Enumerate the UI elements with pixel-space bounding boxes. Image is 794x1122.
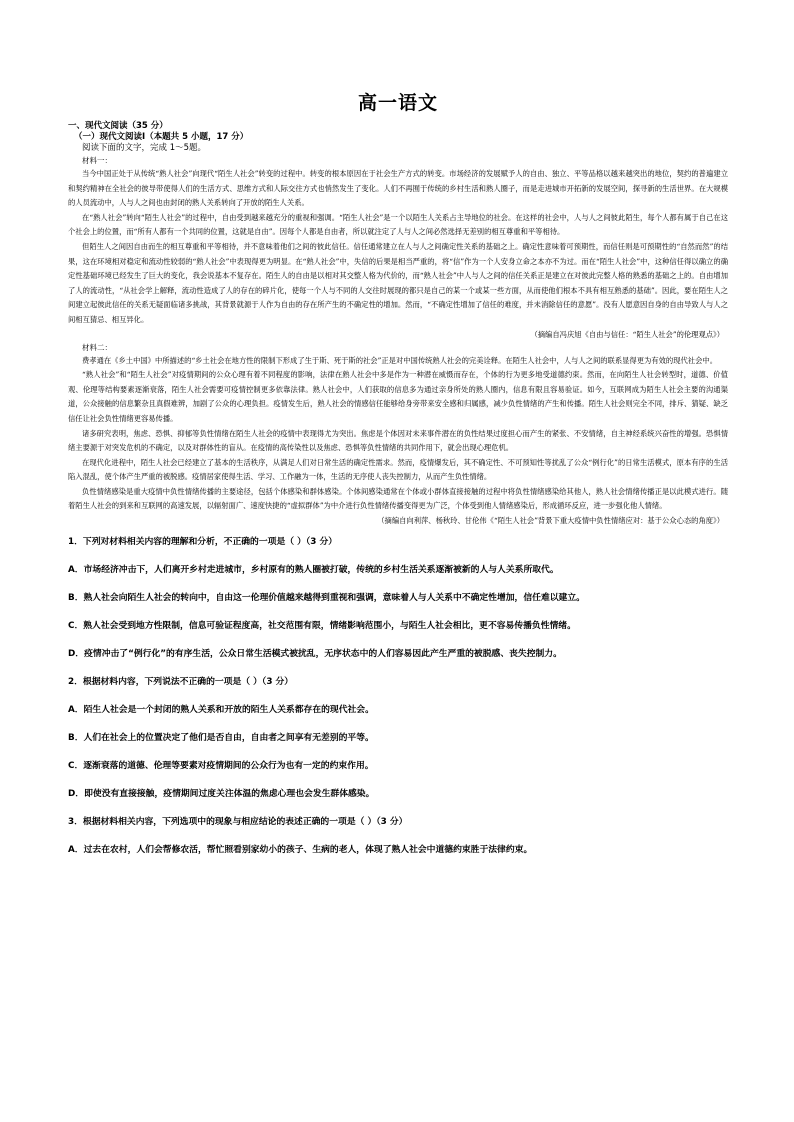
- question-2-option-c[interactable]: C．逐渐衰落的道德、伦理等要素对疫情期间的公众行为也有一定的约束作用。: [68, 761, 374, 772]
- paragraph: 诸多研究表明，焦虑、恐惧、抑郁等负性情绪在陌生人社会的疫情中表现得尤为突出。焦虑是个体因对未来事件潜在的负性结果过度担心而产生的紧张、不安情绪，自主神经系统兴奋性的增强。恐惧情绪主要源于对突发危机的不确定，以及对群体性的盲从。在疫情的高传染性以及焦虑、恐惧等负性情绪的共同作用下，就会出现心理危机。: [68, 428, 728, 453]
- question-1-option-a[interactable]: A．市场经济冲击下，人们离开乡村走进城市，乡村原有的熟人圈被打破，传统的乡村生活关系逐渐被新的人与人关系所取代。: [68, 565, 559, 576]
- material-two-source: （摘编自向利萍、杨秋玲、甘伦伟《“陌生人社会”背景下重大疫情中负性情绪应对：基于公众心态的角度》）: [377, 516, 724, 526]
- material-two-label: 材料二：: [82, 342, 112, 352]
- instruction-text: 阅读下面的文字，完成 1～5题。: [82, 143, 207, 153]
- question-2-stem: 2．根据材料内容，下列说法不正确的一项是（ ）（3 分）: [68, 677, 294, 688]
- question-2-option-b[interactable]: B．人们在社会上的位置决定了他们是否自由，自由者之间享有无差别的平等。: [68, 733, 374, 744]
- question-1-stem: 1．下列对材料相关内容的理解和分析，不正确的一项是（ ）（3 分）: [68, 537, 338, 548]
- page-title: 高一语文: [357, 92, 438, 114]
- question-1-option-d[interactable]: D．疫情冲击了“例行化”的有序生活，公众日常生活模式被扰乱，无序状态中的人们容易因此产生严重的被脱感、丧失控制力。: [68, 649, 562, 660]
- paragraph: 费孝通在《乡土中国》中所描述的“乡土社会在地方性的限制下形成了生于斯、死于斯的社会”正是对中国传统熟人社会的完美诠释。在陌生人社会中，人与人之间的联系显得更为有效的现代社会中。: [82, 355, 717, 365]
- paragraph: 在“熟人社会”转向“陌生人社会”的过程中，自由受到越来越充分的重视和强调。“陌生人社会”是一个以陌生人关系占主导地位的社会。在这样的社会中，人与人之间彼此陌生，每个人都有属于自己在这个社会上的位置，而“所有人都有一个共同的位置，这就是自由”。因每个人都是自由者，所以就注定了人与人之间必然选择无差别的相互尊重和平等相待。: [68, 212, 728, 237]
- paragraph: 当今中国正处于从传统“熟人社会”向现代“陌生人社会”转变的过程中。转变的根本原因在于社会生产方式的转变。市场经济的发展赋予人的自由、独立、平等品格以越来越突出的地位，契约的普遍建立和契约精神在全社会的彼导带使得人们的生活方式、思维方式和人际交往方式也悄然发生了变化。人们不再囿于传统的乡村生活和熟人圈子，而是走进城市开拓新的发展空间，探寻新的生活世界。在大规模的人员流动中，人与人之间也由封闭的熟人关系转向了开放的陌生人关系。: [68, 169, 728, 208]
- question-3-stem: 3．根据材料相关内容，下列选项中的现象与相应结论的表述正确的一项是（ ）（3 分）: [68, 817, 408, 828]
- material-two-body: [68, 354, 728, 515]
- exam-page: [68, 88, 728, 856]
- paragraph: 在现代化进程中，陌生人社会已经建立了基本的生活秩序，从满足人们对日常生活的确定性需求。然而，疫情爆发后，其不确定性、不可预知性等扰乱了公众“例行化”的日常生活模式，原本有序的生活陷入混乱，使个体产生严重的被脱感。疫情居家使得生活、学习、工作融为一体，生活的无序使人丧失控制力，从而产生负性情绪。: [68, 457, 728, 482]
- section-heading: 一、现代文阅读（35 分）: [68, 121, 168, 131]
- paragraph: 但陌生人之间因自由而生的相互尊重和平等相待，并不意味着他们之间的彼此信任。信任通常建立在人与人之间确定性关系的基础之上。确定性意味着可预期性，而信任则是可预期性的“自然而然”的结果，这在环境相对稳定和流动性较弱的“熟人社会”中表现得更为明显。在“熟人社会”中，失信的后果是相当严重的，将“信”作为一个人安身立命之本亦不为过。而在“陌生人社会”中，这种信任得以确立的确定性基础环境已经发生了巨大的变化，我会说基本不复存在。陌生人的自由是以相对其交整人格为代价的，而“熟人社会”中人与人之间的信任关系正是建立在对彼此完整人格的熟悉的基础之上的。自由增加了人的流动性，“从社会学上解释，流动性造成了人的存在的碎片化，使每一个人与不同的人交往时展现的都只是自己的某一个或某一些方面，从而使他们根本不具有相互熟悉的基础”。因此，要在陌生人之间建立起彼此信任的关系无疑面临诸多挑战，其背景就源于人作为自由的存在所产生的不确定性的增加。然而，“不确定性增加了信任的难度，并未消除信任的意愿”。没有人愿意因自身的自由导致人与人之间相互猜忌、相互异化。: [68, 241, 728, 324]
- paragraph: 负性情绪感染是重大疫情中负性情绪传播的主要途径，包括个体感染和群体感染。个体间感染通常在个体或小群体直接接触的过程中将负性情绪感染给其他人，熟人社会情绪传播正是以此模式进行。随着陌生人社会的到来和互联网的高速发展，以辐射面广、速度快捷的“虚拟群体”为中介进行负性情绪传播变得更为广泛，个体受到他人情绪感染后，形成循环反应，进一步强化他人情绪。: [68, 486, 728, 511]
- paragraph: “熟人社会”和“陌生人社会”对疫情期间的公众心理有着不同程度的影响，法律在熟人社会中多是作为一种潜在威慑而存在，个体的行为更多地受道德约束。然而，在向陌生人社会转型时，道德、价值观、伦理等结构要素逐渐衰落，陌生人社会需要可疫情控制更多依靠法律。熟人社会中，人们获取的信息多为通过亲身所处的熟人圈内，信息有限且容易验证。如今，互联网成为陌生人社会主要的沟通渠道，公众接触的信息繁杂且真假难辨，加剧了公众的心理负担。疫情发生后，熟人社会的情感信任能够给身旁带来安全感和归属感，减少负性情绪的产生和传播。陌生人社会则完全不同，排斥、猜疑、缺乏信任让社会负性情绪更容易传播。: [68, 370, 728, 423]
- subsection-heading: （一）现代文阅读Ⅰ（本题共 5 小题，17 分）: [74, 132, 249, 142]
- material-one-label: 材料一：: [82, 156, 112, 165]
- question-2-option-d[interactable]: D．即使没有直接接触，疫情期间过度关注体温的焦虑心理也会发生群体感染。: [68, 789, 375, 800]
- question-3-option-a[interactable]: A．过去在农村，人们会帮修农活，帮忙照看别家幼小的孩子、生病的老人，体现了熟人社会中道德约束胜于法律约束。: [68, 845, 533, 856]
- question-1-option-b[interactable]: B．熟人社会向陌生人社会的转向中，自由这一伦理价值越来越得到重视和强调，意味着人与人关系中不确定性增加，信任难以建立。: [68, 593, 585, 604]
- material-one-body: [68, 167, 728, 328]
- question-2-option-a[interactable]: A．陌生人社会是一个封闭的熟人关系和开放的陌生人关系都存在的现代社会。: [68, 705, 374, 716]
- question-1-option-c[interactable]: C．熟人社会受到地方性限制，信息可验证程度高，社交范围有限，情绪影响范围小，与陌生人社会相比，更不容易传播负性情绪。: [68, 621, 576, 632]
- material-one-source: （摘编自冯庆旭《自由与信任：“陌生人社会”的伦理观点》）: [530, 329, 724, 339]
